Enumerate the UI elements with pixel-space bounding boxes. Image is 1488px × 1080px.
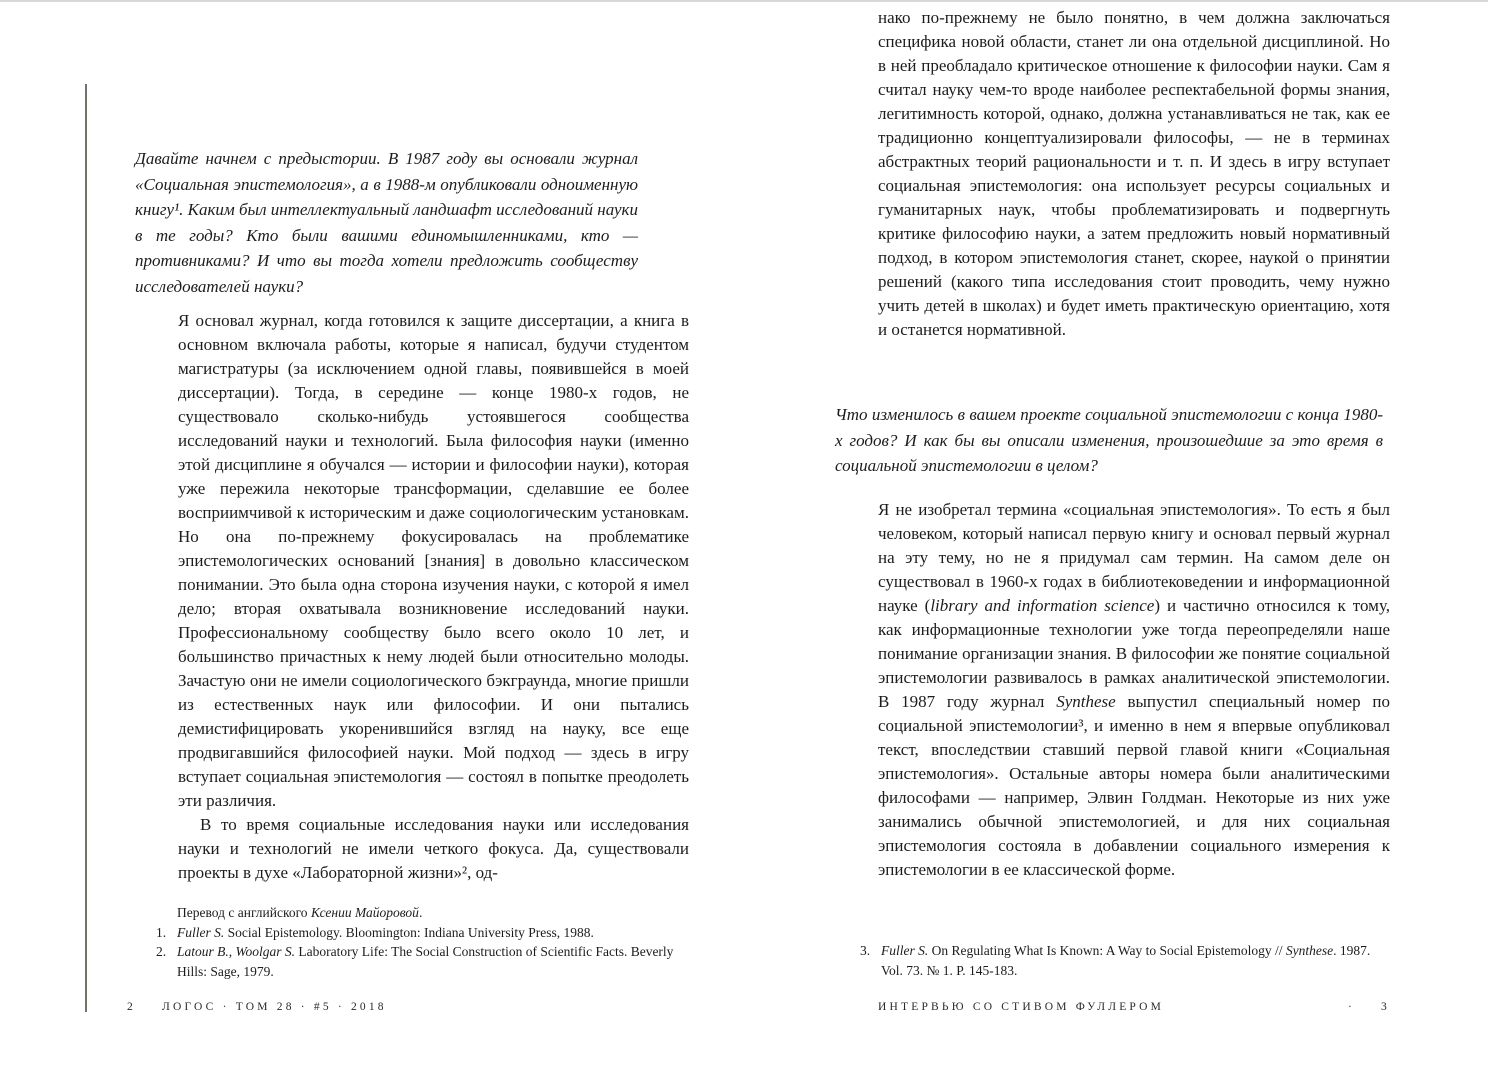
- footnote-1: [156, 923, 690, 943]
- footnotes-left: [156, 903, 690, 981]
- translator-note: Перевод с английского Ксении Майоровой.: [177, 905, 423, 920]
- page-footer-right: [878, 1001, 1390, 1013]
- footnote-text: Latour B., Woolgar S. Laboratory Life: The Social Construction of Scientific Facts. Beverly Hills: Sage, 1979.: [177, 944, 674, 979]
- interview-question-right: Что изменилось в вашем проекте социальной эпистемологии с конца 1980-х годов? И как бы вы описали изменения, произошедшие за это время в социальной эпистемологии в целом?: [835, 405, 1383, 475]
- answer-paragraph-1: Я основал журнал, когда готовился к защите диссертации, а книга в основном включала работы, которые я написал, будучи студентом магистратуры (за исключением одной главы, появившейся в моей диссертации). Тогда, в середине — конце 1980-х годов, не существовало сколько-нибудь устоявшегося сообщества исследований науки и технологий. Была философия науки (именно этой дисциплине я обучался — истории и философии науки), которая уже пережила некоторые трансформации, сделавшие ее более восприимчивой к историческим и даже социологическим установкам. Но она по-прежнему фокусировалась на проблематике эпистемологических оснований [знания] в довольно классическом понимании. Это была одна сторона изучения науки, с которой я имел дело; вторая охватывала возникновение исследований науки. Профессиональному сообществу было всего около 10 лет, и большинство причастных к нему людей были относительно молоды. Зачастую они не имели социологического бэкграунда, многие пришли из естественных наук или философии. И они пытались демистифицировать укоренившийся взгляд на науку, все еще продвигавшийся философией науки. Мой подход — здесь в игру вступает социальная эпистемология — состоял в попытке преодолеть эти различия.: [178, 311, 689, 810]
- footnote-text: Fuller S. Social Epistemology. Bloomington: Indiana University Press, 1988.: [177, 924, 594, 940]
- footer-pager-right: [1348, 1001, 1390, 1013]
- footnotes-right: [860, 941, 1388, 980]
- page-number-right: 3: [1381, 1001, 1390, 1013]
- interview-question-left: Давайте начнем с предыстории. В 1987 году вы основали журнал «Социальная эпистемология», а в 1988-м опубликовали одноименную книгу¹. Каким был интеллектуальный ландшафт исследований науки в те годы? Кто были вашими единомышленниками, кто — противниками? И что вы тогда хотели предложить сообществу исследователей науки?: [135, 149, 638, 296]
- footer-separator: ·: [1348, 1001, 1356, 1013]
- scan-edge-top: [0, 0, 1488, 2]
- footnote-number: 3.: [860, 943, 871, 958]
- footnote-text: Fuller S. On Regulating What Is Known: A Way to Social Epistemology // Synthese. 1987. Vol. 73. № 1. P. 145-183.: [881, 943, 1371, 978]
- footnote-3: [860, 941, 1388, 980]
- running-title-right: ИНТЕРВЬЮ СО СТИВОМ ФУЛЛЕРОМ: [878, 1001, 1165, 1013]
- interview-answer-right: [878, 498, 1390, 882]
- page-number-left: 2: [127, 1001, 136, 1013]
- footnote-number: 1.: [156, 924, 167, 940]
- answer-paragraph-2: В то время социальные исследования науки или исследования науки и технологий не имели четкого фокуса. Да, существовали проекты в духе «Лабораторной жизни»², од-: [178, 815, 689, 882]
- answer-paragraph: Я не изобретал термина «социальная эпистемология». То есть я был человеком, который написал первую книгу и основал первый журнал на эту тему, но не я придумал сам термин. На самом деле он существовал в 1960-х годах в библиотековедении и информационной науке (library and information science) и частично относился к тому, как информационные технологии уже тогда переопределяли наше понимание организации знания. В философии же понятие социальной эпистемологии развивалось в рамках аналитической эпистемологии. В 1987 году журнал Synthese выпустил специальный номер по социальной эпистемологии³, и именно в нем я впервые опубликовал текст, впоследствии ставший первой главой книги «Социальная эпистемология». Остальные авторы номера были аналитическими философами — например, Элвин Голдман. Некоторые из них уже занимались обычной эпистемологией, и для них социальная эпистемология состояла в добавлении социального измерения к эпистемологии в ее классической форме.: [878, 500, 1390, 879]
- answer-continuation: [878, 6, 1390, 342]
- footnote-number: 2.: [156, 944, 167, 959]
- scan-page-edge-left: [85, 84, 87, 1012]
- page-footer-left: [127, 1001, 387, 1013]
- running-title-left: ЛОГОС · ТОМ 28 · #5 · 2018: [161, 1001, 387, 1013]
- answer-continuation-paragraph: нако по-прежнему не было понятно, в чем должна заключаться специфика новой области, станет ли она отдельной дисциплиной. Но в ней преобладало критическое отношение к философии науки. Сам я считал науку чем-то вроде наиболее респектабельной формы знания, легитимность которой, однако, должна устанавливаться не так, как ее традиционно концептуализировали философы, — не в терминах абстрактных теорий рациональности и т. п. И здесь в игру вступает социальная эпистемология: она использует ресурсы социальных и гуманитарных наук, чтобы проблематизировать и подвергнуть критике философию науки, а затем предложить новый нормативный подход, в котором эпистемология станет, скорее, наукой о принятии решений (какого типа исследования стоит проводить, чему нужно учить детей в школах) и будет иметь практическую ориентацию, хотя и останется нормативной.: [878, 8, 1390, 339]
- footnote-2: [156, 942, 690, 981]
- interview-answer-left: [178, 309, 689, 885]
